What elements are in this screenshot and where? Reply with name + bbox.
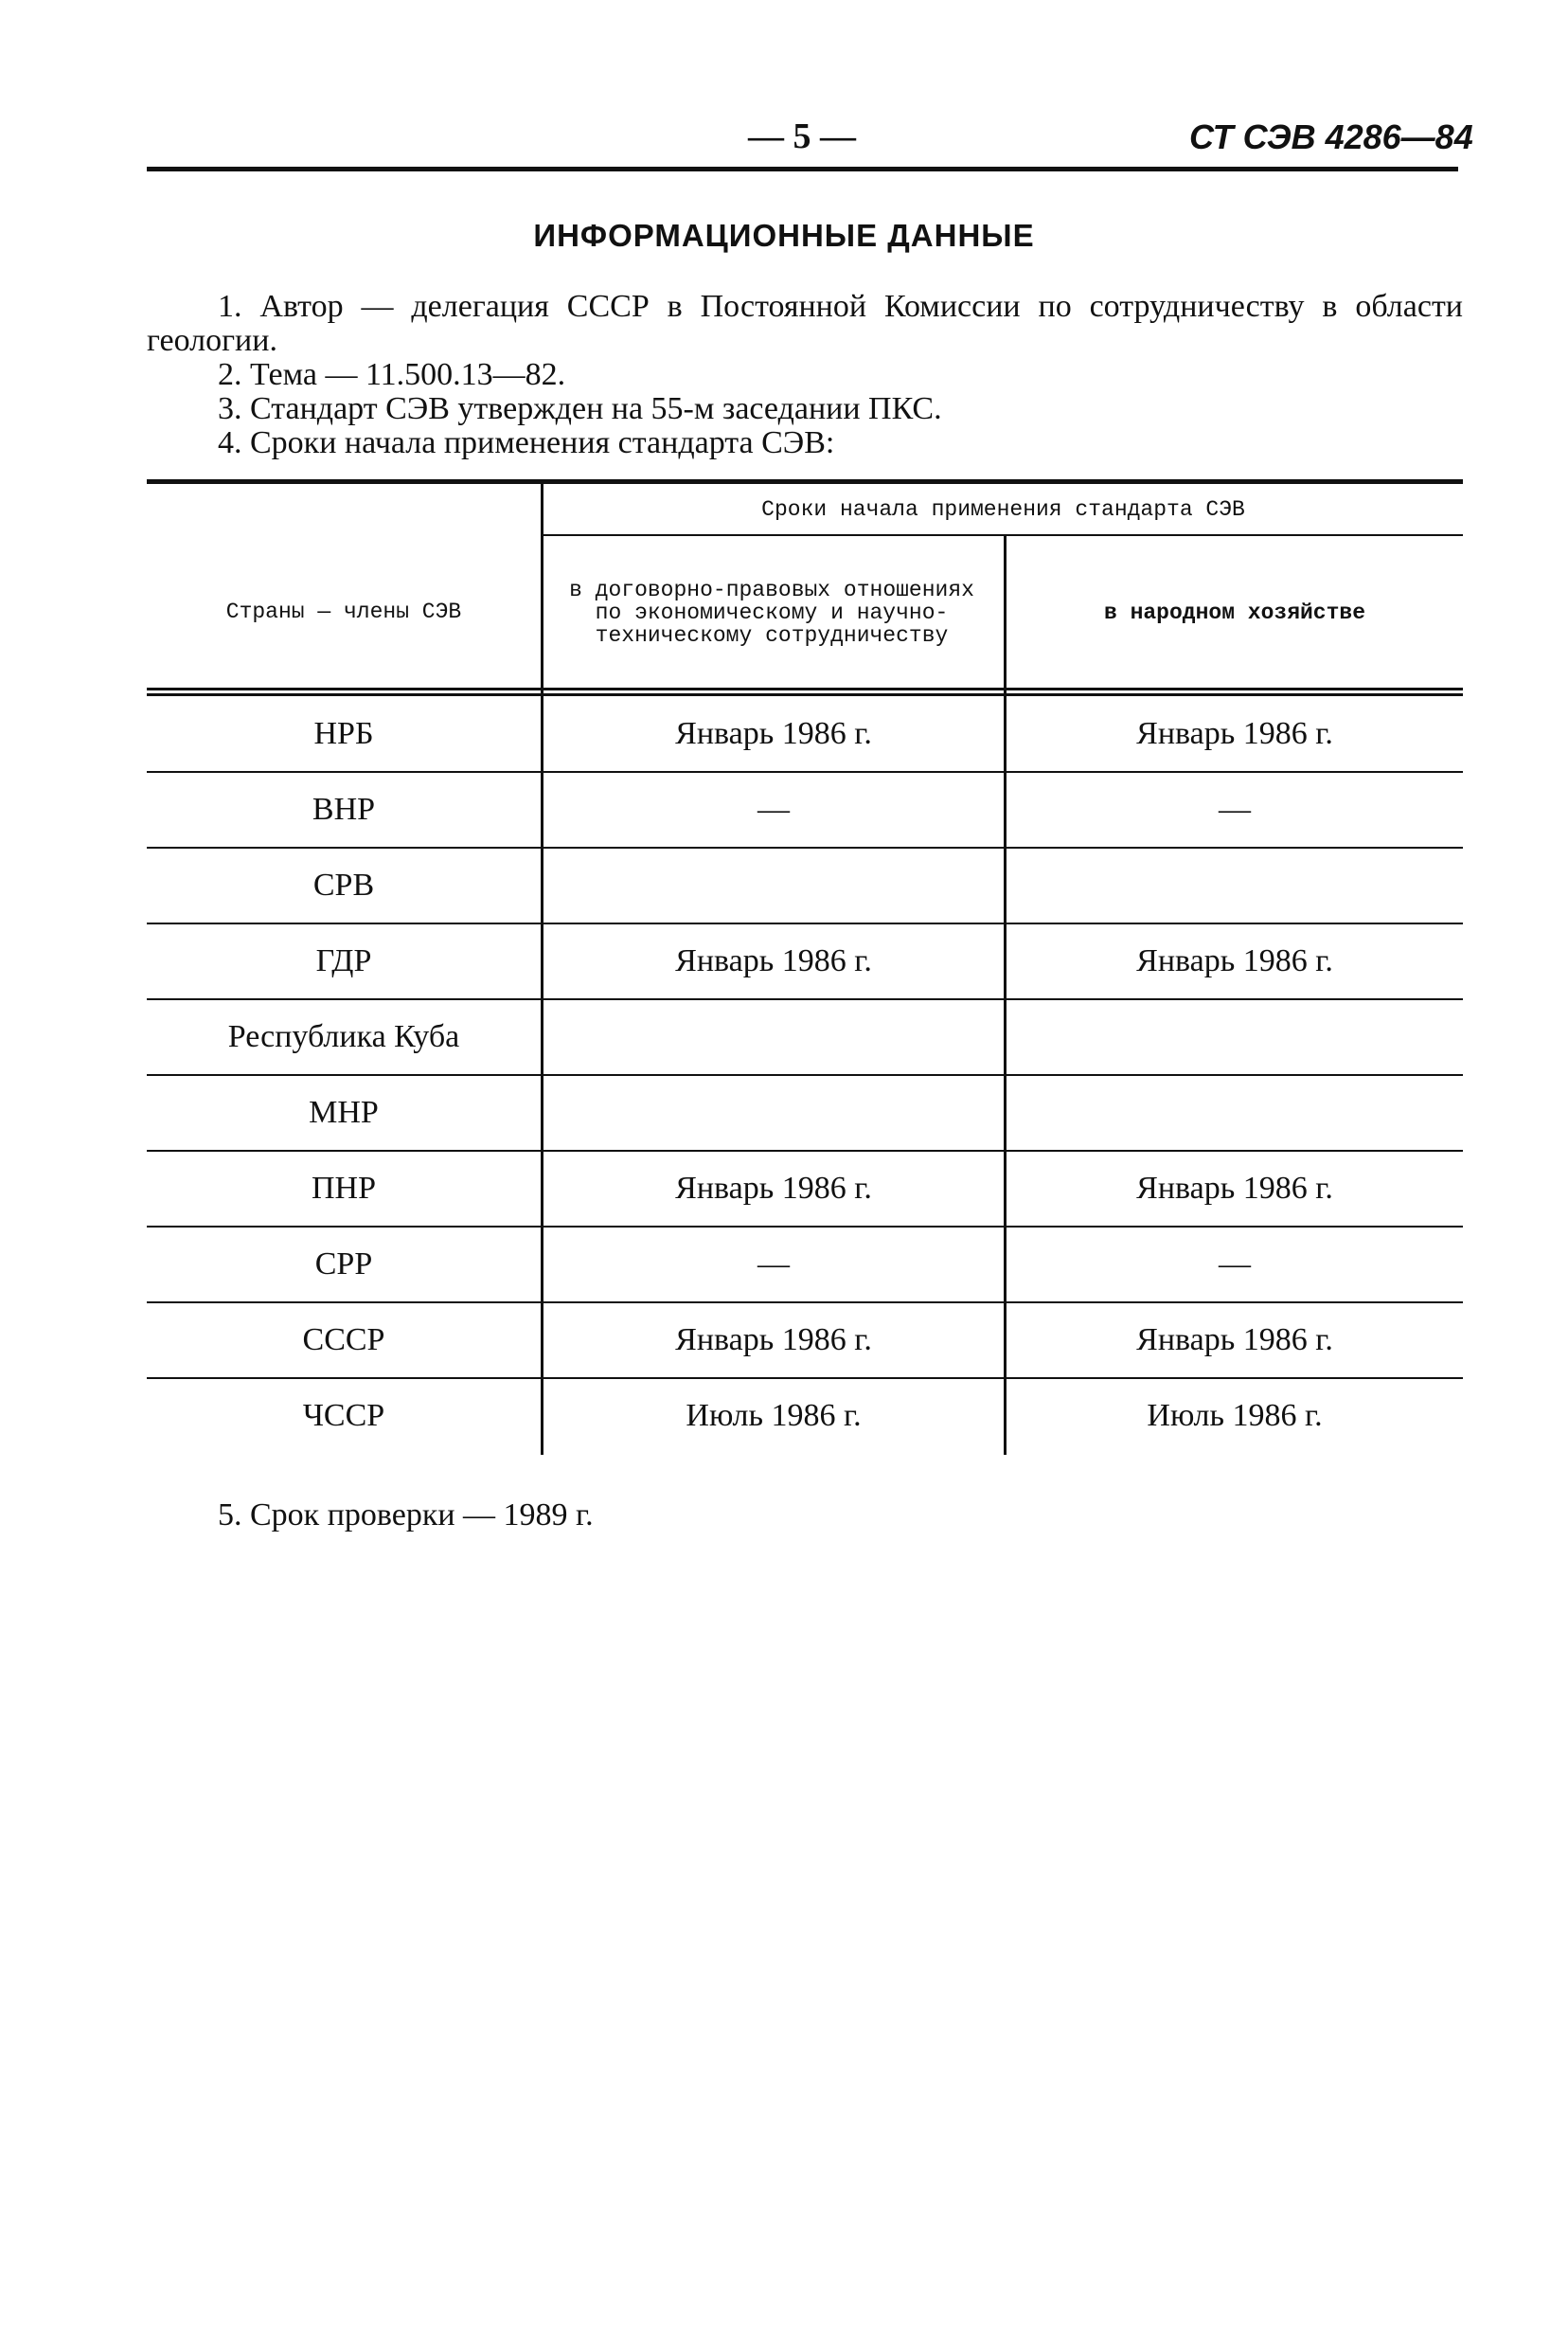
row-country: МНР [309, 1095, 379, 1130]
header-rule [147, 167, 1458, 171]
row-contract-date: Январь 1986 г. [675, 716, 872, 751]
row-economy-date [1007, 1076, 1463, 1150]
row-country: СРР [314, 1246, 373, 1282]
info-item-review: 5. Срок проверки — 1989 г. [218, 1497, 594, 1532]
header-group-rule [541, 534, 1463, 536]
row-contract-date: Январь 1986 г. [675, 1322, 872, 1357]
row-economy-date: — [1219, 792, 1251, 827]
header-countries: Страны — члены СЭВ [225, 600, 462, 624]
header-bottom-rule-1 [147, 688, 1463, 690]
row-economy-date: Январь 1986 г. [1136, 1171, 1333, 1206]
row-country: СССР [302, 1322, 385, 1357]
start-dates-table [147, 479, 1463, 1460]
header-economy: в народном хозяйстве [1103, 600, 1366, 625]
page-number: — 5 — [748, 116, 856, 156]
row-country: НРБ [313, 716, 374, 751]
row-country: ВНР [312, 792, 376, 827]
info-item-approval: 3. Стандарт СЭВ утвержден на 55-м заседании ПКС. [218, 391, 942, 426]
row-contract-date: Январь 1986 г. [675, 1171, 872, 1206]
row-contract-date [543, 1000, 1004, 1074]
row-economy-date: Июль 1986 г. [1147, 1398, 1323, 1433]
row-country: Республика Куба [227, 1019, 460, 1054]
row-economy-date: Январь 1986 г. [1136, 716, 1333, 751]
row-contract-date [543, 849, 1004, 923]
row-economy-date [1007, 849, 1463, 923]
info-item-start-dates: 4. Сроки начала применения стандарта СЭВ: [218, 425, 835, 460]
header-bottom-rule-2 [147, 693, 1463, 696]
row-economy-date [1007, 1000, 1463, 1074]
header-contract: в договорно-правовых отношениях по экономическому и научно-техническому сотрудничеству [569, 578, 974, 648]
row-economy-date: — [1219, 1246, 1251, 1282]
info-item-author: 1. Автор — делегация СССР в Постоянной Комиссии по сотрудничеству в области геологии. [147, 289, 1463, 358]
row-country: СРВ [312, 868, 375, 903]
row-contract-date [543, 1076, 1004, 1150]
row-contract-date: Январь 1986 г. [675, 943, 872, 978]
header-start-dates: Сроки начала применения стандарта СЭВ [761, 496, 1245, 522]
info-item-topic: 2. Тема — 11.500.13—82. [218, 357, 566, 392]
row-contract-date: Июль 1986 г. [686, 1398, 862, 1433]
document-title: ИНФОРМАЦИОННЫЕ ДАННЫЕ [533, 218, 1035, 253]
row-country: ГДР [315, 943, 372, 978]
row-country: ПНР [311, 1171, 377, 1206]
row-contract-date: — [757, 792, 790, 827]
row-economy-date: Январь 1986 г. [1136, 1322, 1333, 1357]
standard-code: СТ СЭВ 4286—84 [1189, 117, 1473, 156]
row-country: ЧССР [302, 1398, 385, 1433]
row-contract-date: — [757, 1246, 790, 1282]
row-economy-date: Январь 1986 г. [1136, 943, 1333, 978]
